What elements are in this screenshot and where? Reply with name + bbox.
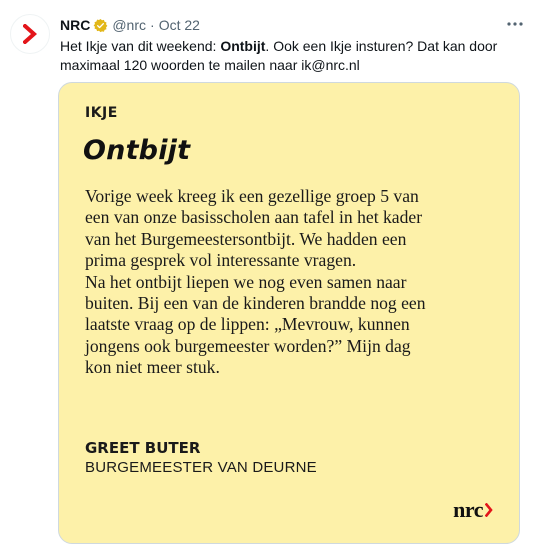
nrc-chevron-icon [23, 24, 37, 44]
author-name[interactable]: NRC [60, 17, 91, 33]
card-author-role: BURGEMEESTER VAN DEURNE [85, 459, 317, 476]
tweet-header [60, 16, 533, 34]
card-paragraph: Na het ontbijt liepen we nog even samen naar buiten. Bij een van de kinderen brandde nog een laatste vraag op de lippen: „Mevrouw, kunnen jongens ook burgemeester worden?” Mijn dag kon niet meer stuk. [85, 271, 426, 378]
tweet-text [60, 37, 520, 75]
author-handle[interactable]: @nrc [112, 17, 147, 33]
card-author-name: GREET BUTER [85, 439, 201, 457]
nrc-logo-chevron-icon [485, 503, 493, 517]
card-title: Ontbijt [83, 135, 191, 166]
tweet-text-intro: Het Ikje van dit weekend: [60, 38, 221, 54]
tweet-image-card[interactable] [58, 82, 520, 544]
avatar[interactable] [10, 14, 50, 54]
more-options-icon[interactable] [505, 14, 525, 34]
card-body [85, 186, 435, 379]
tweet-date[interactable]: Oct 22 [158, 17, 200, 33]
nrc-logo-text: nrc [453, 497, 483, 522]
nrc-logo [453, 497, 493, 523]
separator-dot: · [150, 17, 155, 33]
card-label: IKJE [85, 105, 118, 121]
card-paragraph: Vorige week kreeg ik een gezellige groep 5 van een van onze basisscholen aan tafel in het kader van het Burgemeestersontbijt. We hadden een prima gesprek vol interessante vragen. [85, 186, 423, 271]
tweet-text-bold: Ontbijt [220, 38, 266, 54]
verified-badge-icon[interactable] [93, 18, 108, 33]
tweet-text-rest: . Ook een Ikje insturen? Dat kan door maximaal 120 woorden te mailen naar ik@nrc.nl [60, 38, 498, 73]
